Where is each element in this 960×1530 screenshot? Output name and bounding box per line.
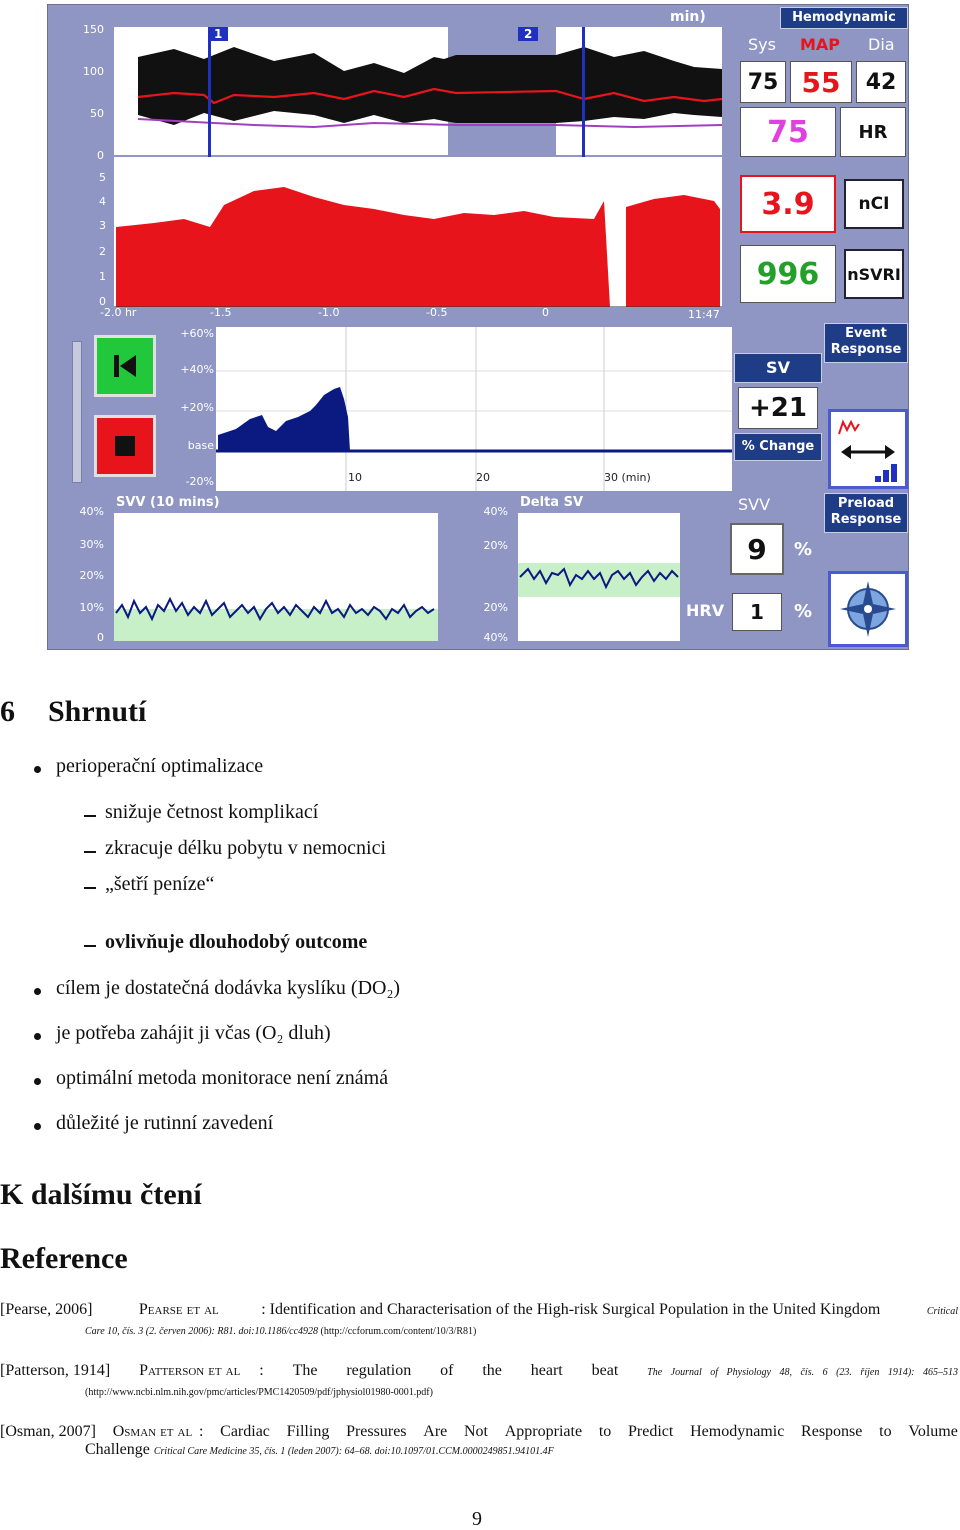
section-number: 6 — [0, 695, 15, 728]
reference-title-word: heart — [530, 1362, 563, 1379]
delta-ytick: 40% — [483, 631, 508, 644]
sv-xtick: 30 (min) — [604, 471, 651, 484]
hrv-value: 1 — [732, 593, 782, 631]
sv-xtick: 10 — [348, 471, 362, 484]
sv-value: +21 — [738, 387, 818, 429]
bullet-dot — [34, 1033, 41, 1040]
reference-key: [Patterson, 1914] — [0, 1362, 111, 1379]
svv-ytick: 40% — [79, 505, 104, 518]
nci-chart-title: nCI (l/min/m²) — [118, 159, 219, 174]
reference-line — [85, 1321, 958, 1339]
reference-title-word: Cardiac — [220, 1423, 270, 1440]
list-item: „šetří peníze“ — [105, 873, 215, 895]
sys-value: 75 — [740, 61, 786, 103]
reference-authors: Pearse et al — [138, 1301, 219, 1318]
skip-back-icon — [110, 351, 140, 381]
page-number: 9 — [472, 1508, 482, 1530]
map-label: MAP — [800, 35, 841, 54]
pressure-ytick: 50 — [90, 107, 104, 120]
reference-title-word: : — [198, 1423, 204, 1440]
preload-response-label-1: Preload — [837, 496, 895, 511]
nci-xtick: 0 — [542, 306, 549, 319]
nci-ytick: 1 — [99, 270, 106, 283]
svv-chart-title: SVV (10 mins) — [116, 495, 220, 510]
nci-2min-title: nCI (2 min) — [562, 159, 643, 174]
reference-line — [0, 1301, 958, 1319]
reference-url: (http://www.ncbi.nlm.nih.gov/pmc/articles/PMC1420509/pdf/jphysiol01980-0001.pdf) — [85, 1387, 433, 1398]
list-item: zkracuje délku pobytu v nemocnici — [105, 837, 387, 859]
reference-journal-cont: Care 10, čís. 3 (2. červen 2006): R81. doi:10.1186/cc4928 — [85, 1326, 319, 1337]
svv-label: SVV — [738, 495, 771, 514]
reference-key: [Osman, 2007] — [0, 1423, 96, 1440]
svv-value: 9 — [730, 523, 784, 575]
section-title: Shrnutí — [48, 695, 147, 728]
delta-ytick: 20% — [483, 539, 508, 552]
pressure-black-band — [138, 47, 722, 125]
pressure-traces — [114, 27, 722, 157]
event-response-button[interactable] — [824, 323, 908, 363]
svv-ytick: 20% — [79, 569, 104, 582]
list-item: snižuje četnost komplikací — [105, 801, 319, 823]
scroll-bar[interactable] — [72, 341, 82, 483]
reference-title: : Identification and Characterisation of the High-risk Surgical Population in the United Kingdom — [261, 1301, 881, 1318]
references-title: Reference — [0, 1242, 128, 1275]
delta-sv-plot — [518, 513, 680, 641]
list-item: cílem je dostatečná dodávka kyslíku (DO₂) — [56, 977, 401, 999]
nci-red-area — [114, 157, 722, 307]
further-reading-title: K dalšímu čtení — [0, 1178, 202, 1211]
preload-response-button[interactable] — [824, 493, 908, 533]
sv-change-label: % Change — [734, 433, 822, 461]
reference-title-word: Hemodynamic — [690, 1423, 785, 1440]
compass-icon — [838, 579, 898, 639]
sv-change-plot — [216, 327, 732, 491]
reference-entry-pearse — [0, 1301, 958, 1339]
reference-journal: Critical Care Medicine 35, čís. 1 (leden 2007): 64–68. doi:10.1097/01.CCM.0000249851.94101.4F — [153, 1446, 554, 1457]
list-item: ovlivňuje dlouhodobý outcome — [105, 931, 368, 953]
bullet-dot — [34, 1078, 41, 1085]
sv-ytick: +60% — [180, 327, 214, 340]
marker-1-flag: 1 — [208, 27, 228, 41]
reference-title-word: beat — [591, 1362, 619, 1379]
reference-title-word: to — [598, 1423, 612, 1440]
nci-button[interactable]: nCI — [844, 179, 904, 229]
nci-value: 3.9 — [740, 175, 836, 233]
delta-sv-title: Delta SV — [520, 495, 584, 510]
hemodynamic-header: Hemodynamic — [780, 7, 908, 29]
nci-ytick: 2 — [99, 245, 106, 258]
sv-waveform-button[interactable] — [828, 409, 908, 489]
reference-title-word: Volume — [908, 1423, 958, 1440]
nci-time: 11:47 — [688, 308, 720, 321]
nci-ytick: 4 — [99, 195, 106, 208]
reference-authors: Osman et al — [112, 1423, 193, 1440]
bullet-dot — [34, 988, 41, 995]
pressure-chart-title-fragment: min) — [670, 9, 706, 25]
hrv-unit: % — [794, 601, 813, 622]
preload-response-label-2: Response — [830, 512, 902, 527]
reference-title-word: Predict — [628, 1423, 674, 1440]
sv-ytick: +40% — [180, 363, 214, 376]
nsvri-value: 996 — [740, 245, 836, 303]
reference-authors: Patterson et al — [139, 1362, 241, 1379]
delta-ytick: 40% — [483, 505, 508, 518]
nci-xtick: -0.5 — [426, 306, 448, 319]
event-response-label-1: Event — [845, 326, 887, 341]
reference-url: (http://ccforum.com/content/10/3/R81) — [318, 1326, 477, 1337]
reference-title-cont: Challenge — [85, 1441, 150, 1458]
reference-title-word: Are — [423, 1423, 448, 1440]
reference-title-word: : — [259, 1362, 264, 1379]
reference-journal: Critical — [926, 1306, 958, 1317]
hr-value: 75 — [740, 107, 836, 157]
reference-journal: The Journal of Physiology 48, čís. 6 (23. říjen 1914): 465–513 — [647, 1367, 958, 1378]
reference-title-word: Response — [801, 1423, 863, 1440]
sv-ytick: base — [187, 439, 214, 452]
svv-ytick: 0 — [97, 631, 104, 644]
stop-button[interactable] — [94, 415, 156, 477]
reference-title-word: Not — [464, 1423, 488, 1440]
event-response-label-2: Response — [830, 342, 902, 357]
dash-mark — [84, 851, 96, 853]
reference-title-word: Pressures — [346, 1423, 407, 1440]
nci-ytick: 0 — [99, 295, 106, 308]
dash-mark — [84, 887, 96, 889]
marker-1-line — [208, 27, 211, 157]
pressure-ytick: 150 — [83, 23, 104, 36]
list-item: je potřeba zahájit ji včas (O₂ dluh) — [56, 1022, 331, 1044]
bullet-dot — [34, 1123, 41, 1130]
nci-xtick: -1.0 — [318, 306, 340, 319]
reference-entry-osman — [0, 1423, 958, 1459]
sv-blue-area — [218, 387, 350, 451]
map-value: 55 — [790, 61, 852, 103]
pressure-ytick: 0 — [97, 149, 104, 162]
reference-title-word: The — [292, 1362, 318, 1379]
nci-ytick: 5 — [99, 171, 106, 184]
reference-title-word: regulation — [346, 1362, 412, 1379]
sys-label: Sys — [748, 35, 776, 54]
delta-ytick: 20% — [483, 601, 508, 614]
svv-ytick: 10% — [79, 601, 104, 614]
reference-title-word: of — [440, 1362, 454, 1379]
marker-2-line — [582, 27, 585, 157]
reference-title-word: Filling — [286, 1423, 330, 1440]
sv-ytick: +20% — [180, 401, 214, 414]
nci-xtick: -2.0 hr — [100, 306, 137, 319]
reference-line — [85, 1441, 958, 1459]
compass-button[interactable] — [828, 571, 908, 647]
dash-mark — [84, 815, 96, 817]
svv-ytick: 30% — [79, 538, 104, 551]
reference-entry-patterson — [0, 1362, 958, 1400]
dia-label: Dia — [868, 35, 895, 54]
pressure-ytick: 100 — [83, 65, 104, 78]
waveform-arrow-icon — [831, 412, 905, 486]
marker-2-flag: 2 — [518, 27, 538, 41]
sv-ytick: -20% — [185, 475, 214, 488]
bullet-dot — [34, 766, 41, 773]
back-to-start-button[interactable] — [94, 335, 156, 397]
list-item: optimální metoda monitorace není známá — [56, 1067, 389, 1089]
reference-line — [0, 1362, 958, 1380]
hr-label: HR — [840, 107, 906, 157]
reference-title-word: the — [482, 1362, 502, 1379]
sv-xtick: 20 — [476, 471, 490, 484]
reference-title-word: Appropriate — [504, 1423, 583, 1440]
pressure-purple-trace — [138, 119, 722, 127]
hemodynamic-monitor-figure — [47, 4, 909, 650]
stop-icon — [115, 436, 135, 456]
reference-key: [Pearse, 2006] — [0, 1301, 93, 1318]
reference-line — [0, 1423, 958, 1441]
nci-ytick: 3 — [99, 219, 106, 232]
list-item: důležité je rutinní zavedení — [56, 1112, 274, 1134]
nci-xtick: -1.5 — [210, 306, 232, 319]
svv-plot — [114, 513, 438, 641]
hrv-label: HRV — [686, 601, 725, 620]
dash-mark — [84, 945, 96, 947]
reference-line — [85, 1382, 958, 1400]
svv-unit: % — [794, 539, 813, 560]
reference-title-word: to — [879, 1423, 892, 1440]
nsvri-button[interactable]: nSVRI — [844, 249, 904, 299]
sv-header: SV — [734, 353, 822, 383]
dia-value: 42 — [856, 61, 906, 103]
list-item: perioperační optimalizace — [56, 755, 264, 777]
